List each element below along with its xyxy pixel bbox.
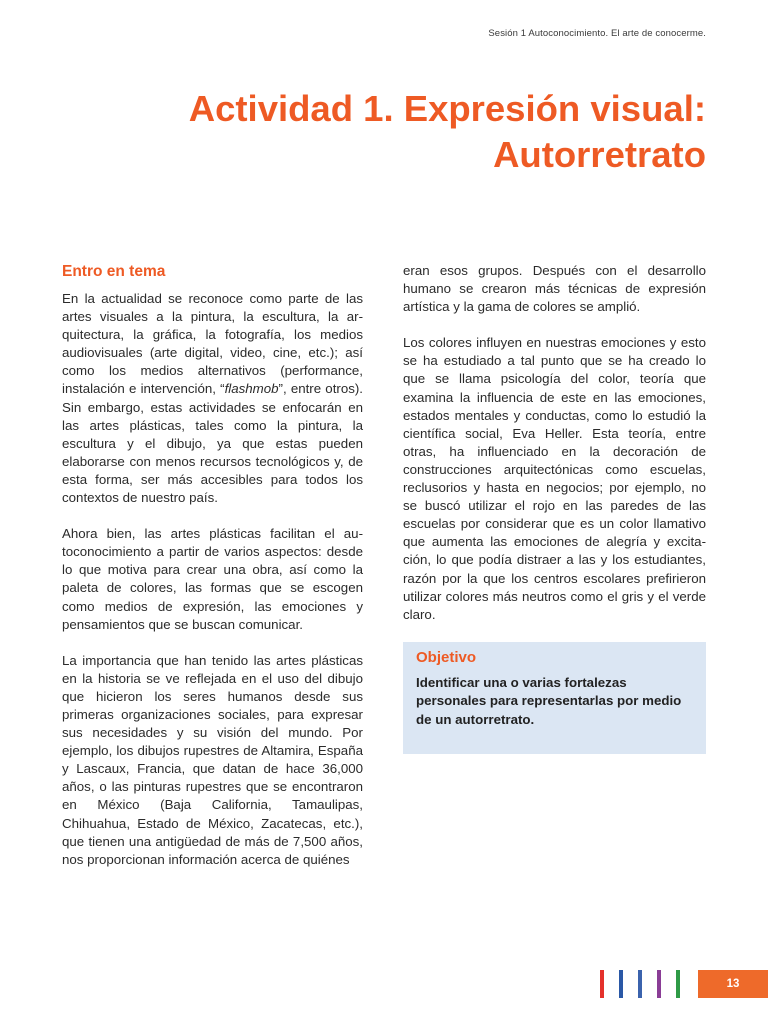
- page-title-line-1: Actividad 1. Expresión visual:: [188, 88, 706, 129]
- paragraph: Ahora bien, las artes plásticas facilitan el autoconocimiento a partir de varios aspectos: desde lo que motiva para crear una obra, así como la paleta de colores, las formas que se escogen como medios de expresión, las emociones y pensamientos que se buscan comunicar.: [62, 526, 363, 632]
- paragraph: Los colores influyen en nuestras emociones y esto se ha estudiado a tal punto que se ha creado lo que se llama psicología del color, teoría que examina la influencia de este en las emociones, estados mentales y conductas, como lo estudió la científica social, Eva Heller. Esta teoría, entre otras, ha influenciado en la decoración de construcciones arquitectónicas como escuelas, reclusorios y hasta en negocios; por ejemplo, no se buscó utilizar el rojo en las paredes de las escuelas por considerar que es un color llamativo que aumenta las emociones de alegría y excitación, lo que podía distraer a las y los estudiantes, razón por la que los centros escolares prefirieron utilizar colores más neutros como el gris y el verde claro.: [403, 335, 706, 622]
- footer-bar-red: [600, 970, 604, 998]
- right-column: [403, 262, 706, 754]
- objective-text: Identificar una o varias fortalezas personales para representarlas por medio de un autorretrato.: [416, 674, 682, 727]
- paragraph: eran esos grupos. Después con el desarrollo humano se crearon más técnicas de expresión artística y la gama de colores se amplió.: [403, 263, 706, 315]
- section-heading-entro-en-tema: Entro en tema: [62, 263, 166, 280]
- paragraph: La importancia que han tenido las artes plásticas en la historia se ve reflejada en el uso del dibujo que hicieron los seres humanos desde sus primeras organizaciones sociales, para expresar sus necesidades y su visión del mundo. Por ejemplo, los dibujos rupestres de Altamira, España y Lascaux, Francia, que datan de hace 36,000 años, o las pinturas rupestres que se encontraron en México (Baja California, Tamaulipas, Chihuahua, Estado de México, Zacatecas, etc.), que tienen una antigüedad de más de 7,500 años, nos proporcionan información acerca de quiénes: [62, 652, 363, 867]
- running-header: Sesión 1 Autoconocimiento. El arte de conocerme.: [488, 28, 706, 39]
- page-title-line-2: Autorretrato: [493, 134, 706, 175]
- footer-color-bars: [600, 970, 680, 998]
- objective-box: [403, 642, 706, 754]
- footer-bar-green: [676, 970, 680, 998]
- footer-bar-blue: [619, 970, 623, 998]
- page-number: 13: [698, 970, 768, 998]
- page-title: [86, 86, 706, 178]
- footer-bar-purple: [657, 970, 661, 998]
- footer-bar-blue-2: [638, 970, 642, 998]
- left-column: [62, 262, 363, 887]
- objective-title: Objetivo: [416, 648, 477, 666]
- emphasis-flashmob: flashmob: [224, 381, 279, 397]
- paragraph: En la actualidad se reconoce como parte de las artes visuales a la pintura, la escultura, la arquitectura, la gráfica, la fotografía, los medios audiovisuales (arte digital, video, cine, etc.); así como los medios alternativos (performance, instalación e intervención, “flashmob”, entre otros). Sin embargo, estas actividades se enfocarán en las artes plásticas, tales como la pintura, la escultura y el dibujo, ya que estas pueden elaborarse con menos recursos tecnológicos y, de esta forma, ser más accesibles para todos los contextos de nuestro país.: [62, 291, 363, 506]
